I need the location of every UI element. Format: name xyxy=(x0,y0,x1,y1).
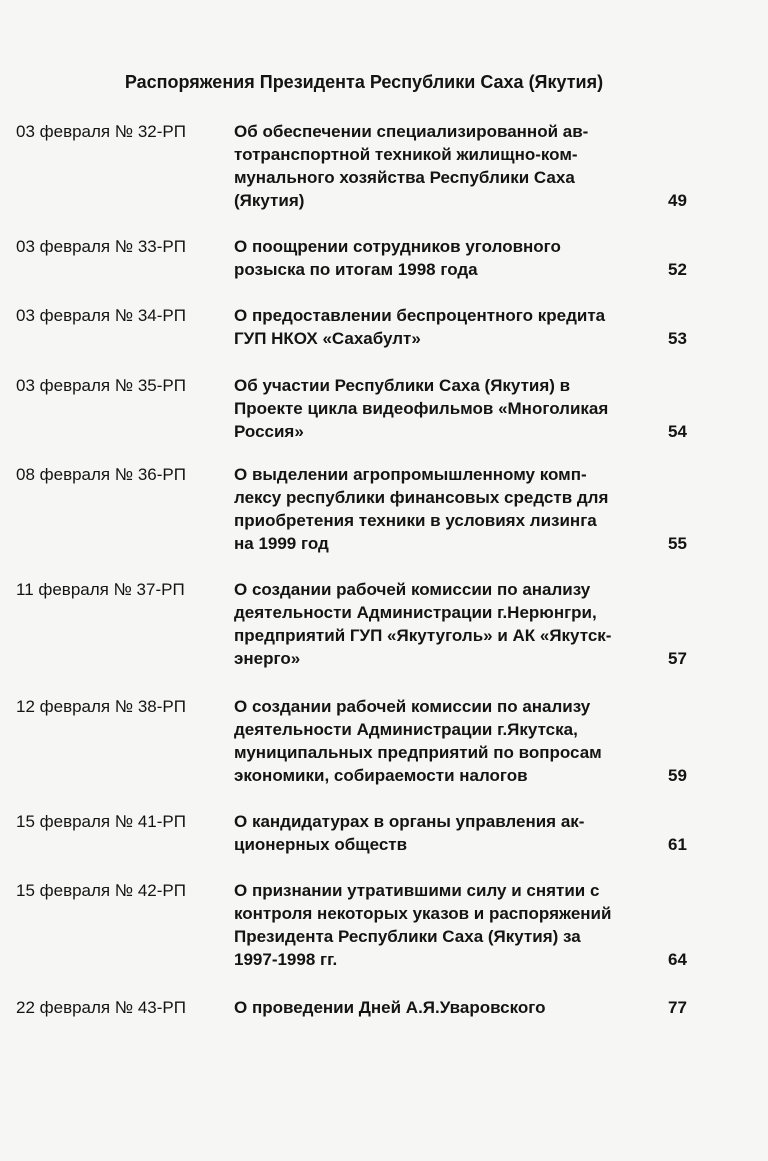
entry-date: 03 февраля № 33-РП xyxy=(16,237,186,256)
entry-page-number: 54 xyxy=(668,422,687,441)
entry-title-line: контроля некоторых указов и распоряжений xyxy=(234,904,612,923)
entry-title-line: тотранспортной техникой жилищно-ком- xyxy=(234,145,578,164)
entry-title-line: О признании утратившими силу и снятии с xyxy=(234,881,600,900)
entry-title-line: на 1999 год xyxy=(234,534,329,553)
entry-title-line: Об обеспечении специализированной ав- xyxy=(234,122,589,141)
entry-date: 15 февраля № 42-РП xyxy=(16,881,186,900)
entry-title-line: О предоставлении беспроцентного кредита xyxy=(234,306,606,325)
entry-page-number: 57 xyxy=(668,649,687,668)
entry-page-number: 52 xyxy=(668,260,687,279)
entry-title-line: О создании рабочей комиссии по анализу xyxy=(234,580,591,599)
entry-title xyxy=(234,120,654,212)
entry-page-number: 77 xyxy=(668,998,687,1017)
entry-title-line: ГУП НКОХ «Сахабулт» xyxy=(234,329,421,348)
entry-title-line: ционерных обществ xyxy=(234,835,408,854)
entry-title-line: Президента Республики Саха (Якутия) за xyxy=(234,927,581,946)
entry-title-line: Об участии Республики Саха (Якутия) в xyxy=(234,376,571,395)
entry-title-line: О проведении Дней А.Я.Уваровского xyxy=(234,998,546,1017)
entry-title-line: муниципальных предприятий по вопросам xyxy=(234,743,602,762)
entry-page-number: 53 xyxy=(668,329,687,348)
entry-date: 15 февраля № 41-РП xyxy=(16,812,186,831)
entry-date: 03 февраля № 35-РП xyxy=(16,376,186,395)
entry-title-line: экономики, собираемости налогов xyxy=(234,766,528,785)
entry-title xyxy=(234,578,654,670)
entry-title-line: энерго» xyxy=(234,649,301,668)
entry-date: 03 февраля № 34-РП xyxy=(16,306,186,325)
entry-page-number: 61 xyxy=(668,835,687,854)
entry-title-line: О выделении агропромышленному комп- xyxy=(234,465,587,484)
entry-title xyxy=(234,304,654,350)
entry-title xyxy=(234,374,654,443)
entry-title-line: О кандидатурах в органы управления ак- xyxy=(234,812,585,831)
entry-title-line: О создании рабочей комиссии по анализу xyxy=(234,697,591,716)
entry-title-line: приобретения техники в условиях лизинга xyxy=(234,511,597,530)
entry-date: 03 февраля № 32-РП xyxy=(16,122,186,141)
entry-title-line: деятельности Администрации г.Якутска, xyxy=(234,720,578,739)
entry-title-line: лексу республики финансовых средств для xyxy=(234,488,609,507)
entry-title xyxy=(234,996,654,1019)
entry-title xyxy=(234,695,654,787)
entry-date: 08 февраля № 36-РП xyxy=(16,465,186,484)
entry-date: 12 февраля № 38-РП xyxy=(16,697,186,716)
entry-title xyxy=(234,810,654,856)
entry-title xyxy=(234,879,654,971)
entry-title-line: О поощрении сотрудников уголовного xyxy=(234,237,561,256)
entry-title xyxy=(234,235,654,281)
entry-title-line: деятельности Администрации г.Нерюнгри, xyxy=(234,603,597,622)
entry-date: 22 февраля № 43-РП xyxy=(16,998,186,1017)
entry-title-line: 1997-1998 гг. xyxy=(234,950,338,969)
entry-page-number: 55 xyxy=(668,534,687,553)
entry-page-number: 49 xyxy=(668,191,687,210)
entry-page-number: 64 xyxy=(668,950,687,969)
entry-title-line: (Якутия) xyxy=(234,191,305,210)
entry-title-line: розыска по итогам 1998 года xyxy=(234,260,478,279)
entry-page-number: 59 xyxy=(668,766,687,785)
entry-title xyxy=(234,463,654,555)
entry-title-line: мунального хозяйства Республики Саха xyxy=(234,168,575,187)
entry-title-line: Россия» xyxy=(234,422,304,441)
entry-date: 11 февраля № 37-РП xyxy=(16,580,185,599)
section-title: Распоряжения Президента Республики Саха (Якутия) xyxy=(124,72,604,92)
entry-title-line: предприятий ГУП «Якутуголь» и АК «Якутск- xyxy=(234,626,612,645)
entry-title-line: Проекте цикла видеофильмов «Многоликая xyxy=(234,399,609,418)
